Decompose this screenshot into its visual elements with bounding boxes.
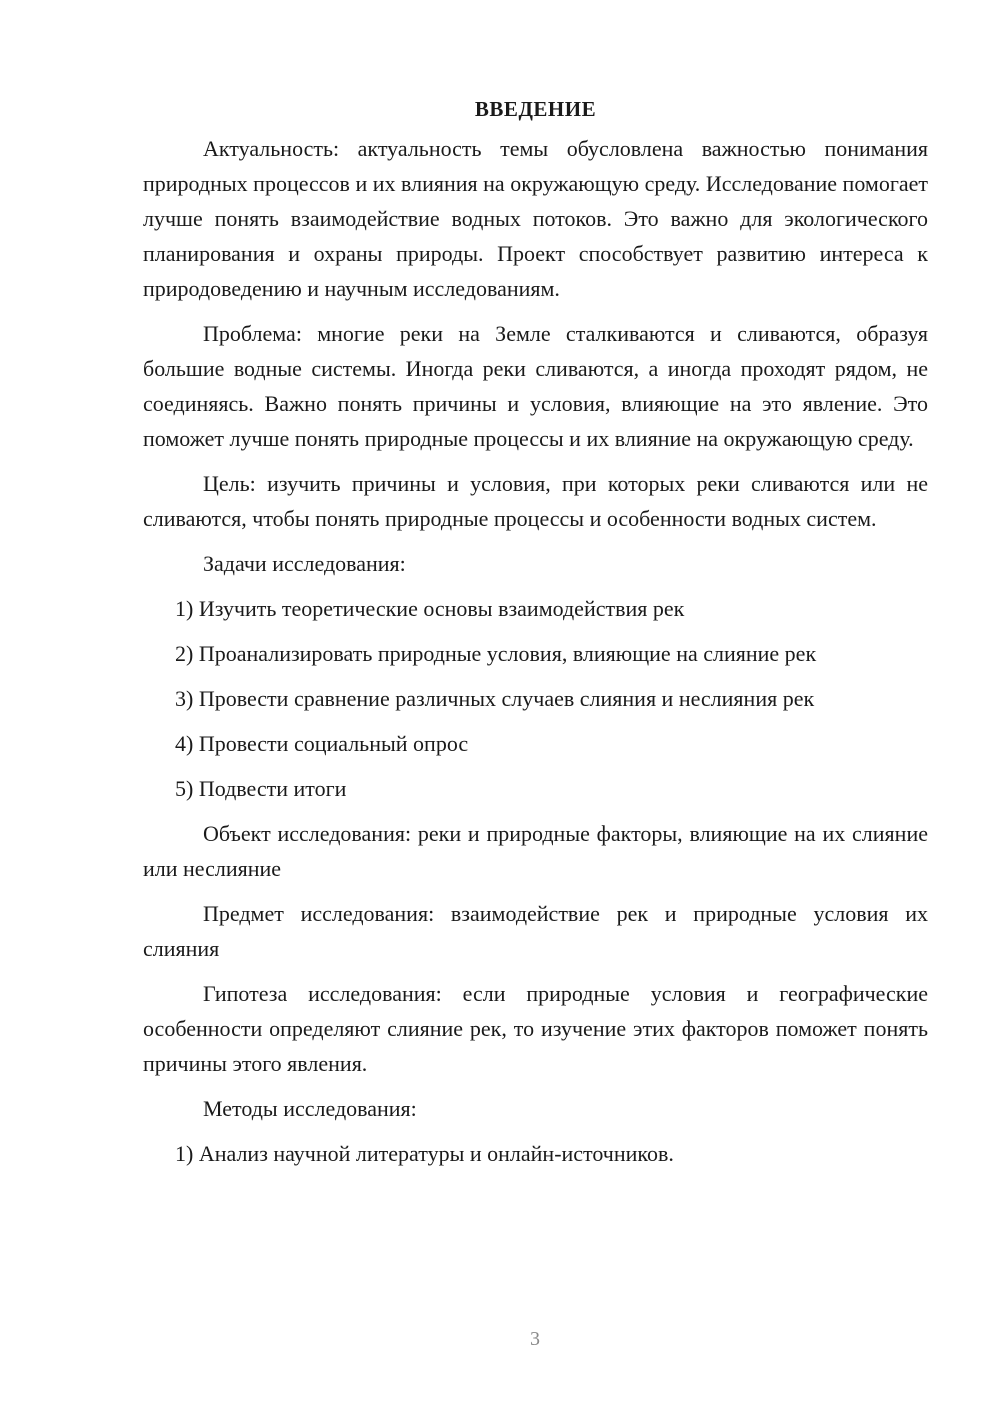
paragraph-subject: Предмет исследования: взаимодействие рек и природные условия их слияния [143,901,928,961]
section-title: ВВЕДЕНИЕ [474,97,597,121]
tasks-list [143,591,928,806]
list-item: 2) Проанализировать природные условия, влияющие на слияние рек [175,641,817,666]
page-number: 3 [530,1328,540,1350]
paragraph-hypothesis: Гипотеза исследования: если природные условия и географические особенности определяют слияние рек, то изучение этих факторов поможет понять причины этого явления. [143,981,928,1076]
paragraph-problem: Проблема: многие реки на Земле сталкиваются и сливаются, образуя большие водные системы. Иногда реки сливаются, а иногда проходят рядом, не соединяясь. Важно понять причины и условия, влияющие на это явление. Это поможет лучше понять природные процессы и их влияние на окружающую среду. [143,321,928,451]
document-page [143,92,928,1181]
tasks-heading: Задачи исследования: [203,551,406,576]
list-item: 1) Анализ научной литературы и онлайн-источников. [175,1141,674,1166]
list-item: 1) Изучить теоретические основы взаимодействия рек [175,596,685,621]
paragraph-object: Объект исследования: реки и природные факторы, влияющие на их слияние или неслияние [143,821,928,881]
list-item: 4) Провести социальный опрос [175,731,469,756]
methods-list [143,1136,928,1171]
methods-heading: Методы исследования: [203,1096,417,1121]
paragraph-goal: Цель: изучить причины и условия, при которых реки сливаются или не сливаются, чтобы понять природные процессы и особенности водных систем. [143,471,928,531]
list-item: 5) Подвести итоги [175,776,347,801]
paragraph-relevance: Актуальность: актуальность темы обусловлена важностью понимания природных процессов и их влияния на окружающую среду. Исследование помогает лучше понять взаимодействие водных потоков. Это важно для экологического планирования и охраны природы. Проект способствует развитию интереса к природоведению и научным исследованиям. [143,136,928,301]
list-item: 3) Провести сравнение различных случаев слияния и неслияния рек [175,686,815,711]
